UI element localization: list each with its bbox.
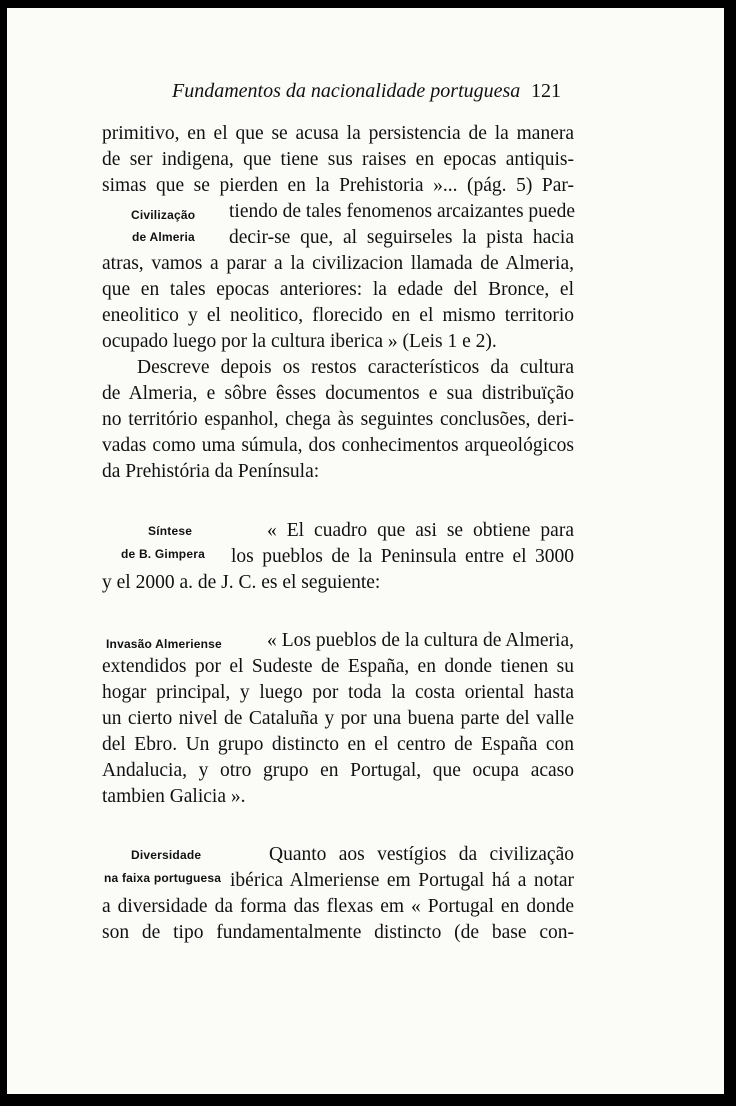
text-line: da Prehistória da Península:	[102, 461, 320, 482]
book-page	[7, 8, 724, 1094]
margin-note: na faixa portuguesa	[104, 871, 222, 885]
text-line: los pueblos de la Peninsula entre el 3000	[231, 546, 574, 567]
margin-note: de B. Gimpera	[121, 547, 205, 561]
text-line: a diversidade da forma das flexas em « Portugal en donde	[102, 896, 574, 917]
text-line: del Ebro. Un grupo distincto en el centro de España con	[102, 734, 574, 755]
text-line: Descreve depois os restos característicos da cultura	[137, 357, 574, 378]
text-line: de ser indigena, que tiene sus raises en epocas antiquis-	[102, 149, 574, 170]
text-line: primitivo, en el que se acusa la persistencia de la manera	[102, 123, 574, 144]
running-title: Fundamentos da nacionalidade portuguesa	[172, 80, 521, 102]
text-line: tiendo de tales fenomenos arcaizantes puede	[229, 201, 575, 222]
text-line: son de tipo fundamentalmente distincto (de base con-	[102, 922, 574, 943]
text-line: « Los pueblos de la cultura de Almeria,	[267, 630, 574, 651]
text-line: de Almeria, e sôbre êsses documentos e sua distribuïção	[102, 383, 574, 404]
margin-note: Invasão Almeriense	[106, 637, 222, 651]
text-line: no território espanhol, chega às seguintes conclusões, deri-	[102, 409, 574, 430]
page-header	[7, 80, 724, 110]
text-line: y el 2000 a. de J. C. es el seguiente:	[102, 572, 381, 593]
margin-note: Diversidade	[131, 848, 202, 862]
text-line: extendidos por el Sudeste de España, en donde tienen su	[102, 656, 574, 677]
text-line: simas que se pierden en la Prehistoria »... (pág. 5) Par-	[102, 175, 574, 196]
text-line: un cierto nivel de Cataluña y por una buena parte del valle	[102, 708, 574, 729]
text-line: atras, vamos a parar a la civilizacion llamada de Almeria,	[102, 253, 574, 274]
margin-note: Civilização	[131, 208, 196, 222]
text-line: Quanto aos vestígios da civilização	[269, 844, 574, 865]
text-line: « El cuadro que asi se obtiene para	[267, 520, 574, 541]
text-line: ocupado luego por la cultura iberica » (Leis 1 e 2).	[102, 331, 497, 352]
text-line: Andalucia, y otro grupo en Portugal, que ocupa acaso	[102, 760, 574, 781]
text-line: decir-se que, al seguirseles la pista hacia	[229, 227, 574, 248]
text-line: tambien Galicia ».	[102, 786, 246, 807]
margin-note: de Almeria	[132, 230, 195, 244]
margin-note: Síntese	[148, 524, 193, 538]
page-number: 121	[531, 80, 561, 102]
text-line: vadas como uma súmula, dos conhecimentos arqueológicos	[102, 435, 574, 456]
text-line: que en tales epocas anteriores: la edade del Bronce, el	[102, 279, 574, 300]
text-line: ibérica Almeriense em Portugal há a notar	[230, 870, 574, 891]
text-line: eneolitico y el neolitico, florecido en el mismo territorio	[102, 305, 574, 326]
text-line: hogar principal, y luego por toda la costa oriental hasta	[102, 682, 574, 703]
